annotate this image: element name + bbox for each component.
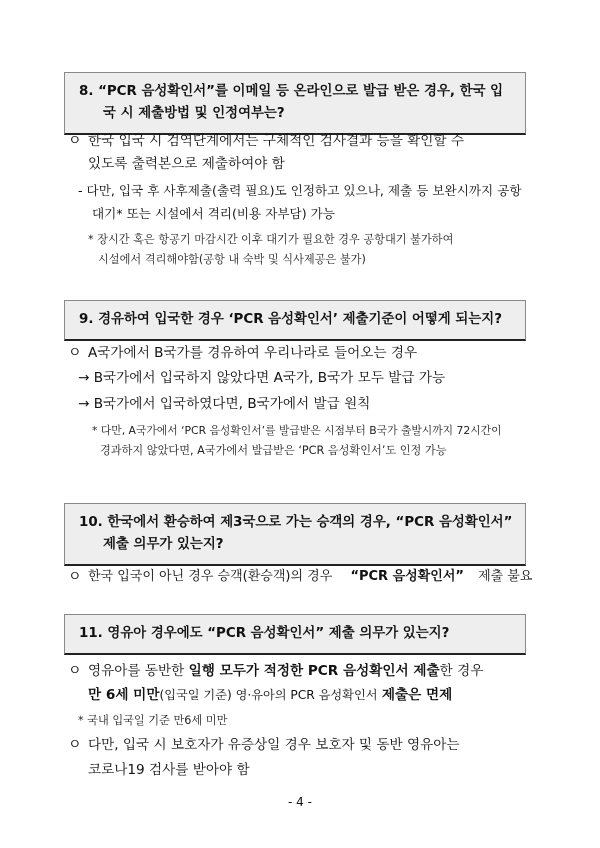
question-9-title: 9. 경유하여 입국한 경우 ‘PCR 음성확인서’ 제출기준이 어떻게 되는지? — [79, 312, 502, 327]
bullet: ㅇ — [68, 133, 82, 149]
q11-line-4: 코로나19 검사를 받아야 함 — [88, 762, 250, 778]
question-8-title: 8. “PCR 음성확인서”를 이메일 등 온라인으로 발급 받은 경우, 한국 입국 시 제출방법 및 인정여부는? — [79, 84, 504, 121]
q11-line-1 — [88, 660, 483, 682]
question-11-title: 11. 영유아 경우에도 “PCR 음성확인서” 제출 의무가 있는지? — [79, 626, 450, 641]
q9-answer-line-1: A국가에서 B국가를 경유하여 우리나라로 들어오는 경우 — [88, 345, 418, 361]
q10-answer-line — [88, 566, 532, 588]
q11-line-2-part-b: (입국일 기준) 영·유아의 PCR 음성확인서 — [159, 688, 378, 702]
q9-arrow-line-2: → B국가에서 입국하였다면, B국가에서 발급 원칙 — [78, 396, 371, 412]
question-8-box — [64, 72, 526, 135]
bullet: ㅇ — [68, 663, 82, 679]
q8-note-line-2: 시설에서 격리해야함(공항 내 숙박 및 식사제공은 불가) — [98, 253, 366, 266]
q9-note-line-1: * 다만, A국가에서 ‘PCR 음성확인서’를 발급받은 시점부터 B국가 출발시까지 72시간이 — [92, 424, 502, 437]
bullet: ㅇ — [68, 737, 82, 753]
bullet: ㅇ — [68, 569, 82, 585]
q11-line-2-part-a: 만 6세 미만 — [88, 687, 160, 703]
q9-note-line-2: 경과하지 않았다면, A국가에서 발급받은 ‘PCR 음성확인서’도 인정 가능 — [100, 444, 447, 457]
q8-dash-line-1: - 다만, 입국 후 사후제출(출력 필요)도 인정하고 있으나, 제출 등 보완시까지 공항 — [78, 183, 522, 198]
question-10-title: 10. 한국에서 환승하여 제3국으로 가는 승객의 경우, “PCR 음성확인서” 제출 의무가 있는지? — [79, 515, 513, 552]
question-11-box — [64, 614, 526, 655]
q11-line-3: 다만, 입국 시 보호자가 유증상일 경우 보호자 및 동반 영유아는 — [88, 737, 460, 753]
page-number: - 4 - — [288, 795, 312, 809]
question-9-box — [64, 300, 526, 341]
q11-line-1-part-c: 한 경우 — [439, 663, 484, 679]
q8-answer-line-1: 한국 입국 시 검역단계에서는 구체적인 검사결과 등을 확인할 수 — [88, 133, 464, 149]
q8-dash-line-2: 대기* 또는 시설에서 격리(비용 자부담) 가능 — [92, 206, 335, 221]
question-10-box — [64, 503, 526, 566]
q11-line-1-part-a: 영유아를 동반한 — [88, 663, 185, 679]
q11-line-2-part-c: 제출은 면제 — [381, 687, 453, 703]
q11-line-1-part-b: 일행 모두가 적정한 PCR 음성확인서 제출 — [188, 663, 440, 679]
q8-note-line-1: * 장시간 혹은 항공기 마감시간 이후 대기가 필요한 경우 공항대기 불가하여 — [88, 233, 454, 246]
q10-answer-part-b: “PCR 음성확인서” — [350, 569, 464, 584]
q11-note: * 국내 입국일 기준 만6세 미만 — [78, 714, 228, 727]
q9-arrow-line-1: → B국가에서 입국하지 않았다면 A국가, B국가 모두 발급 가능 — [78, 370, 446, 386]
q8-answer-line-2: 있도록 출력본으로 제출하여야 함 — [88, 156, 285, 172]
bullet: ㅇ — [68, 345, 82, 361]
q11-line-2 — [88, 684, 452, 706]
q10-answer-part-a: 한국 입국이 아닌 경우 승객(환승객)의 경우 — [88, 569, 333, 584]
q10-answer-part-c: 제출 불요 — [478, 569, 533, 584]
